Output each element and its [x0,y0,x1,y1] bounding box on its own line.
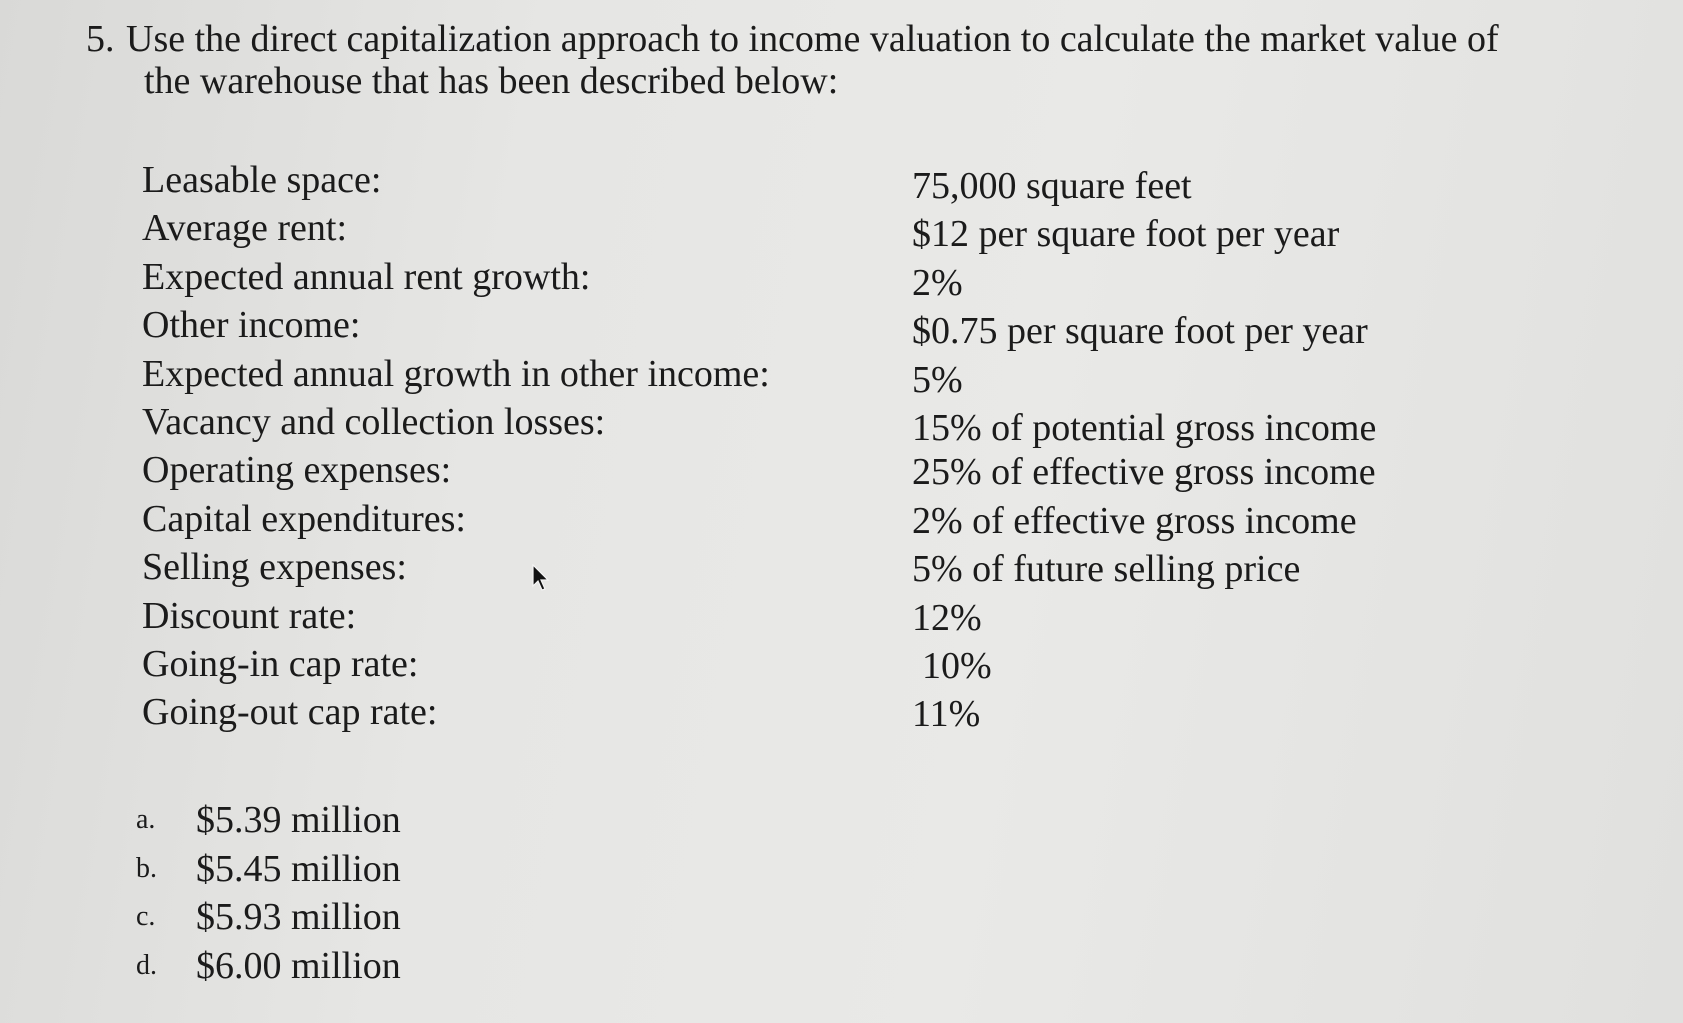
detail-row-leasable-space [0,156,1683,207]
detail-row-selling-expenses [0,543,1683,591]
detail-row-vacancy-losses [0,398,1683,449]
detail-row-going-in-cap-rate [0,640,1683,688]
option-text: $5.93 million [196,896,401,938]
detail-value: 10% [922,645,992,687]
detail-label: Going-in cap rate: [142,643,419,685]
question-line-1 [86,18,1646,60]
option-letter: b. [136,853,157,884]
option-letter: d. [136,950,157,981]
detail-label: Other income: [142,304,361,346]
detail-value: $0.75 per square foot per year [912,310,1368,352]
detail-row-rent-growth [0,253,1683,304]
detail-row-going-out-cap-rate [0,688,1683,736]
detail-row-capital-expenditures [0,495,1683,543]
detail-label: Capital expenditures: [142,498,466,540]
detail-label: Vacancy and collection losses: [142,401,606,443]
option-letter: a. [136,804,156,835]
option-text: $6.00 million [196,945,401,987]
detail-value: 75,000 square feet [912,165,1192,207]
detail-row-operating-expenses [0,446,1683,494]
option-letter: c. [136,901,156,932]
question-number: 5. [86,18,115,60]
detail-value: 5% [912,359,963,401]
question-line-2: the warehouse that has been described below: [144,60,839,102]
detail-row-other-income [0,301,1683,352]
detail-label: Operating expenses: [142,449,452,491]
detail-value: 2% [912,262,963,304]
detail-value: 12% [912,597,982,639]
detail-label: Selling expenses: [142,546,407,588]
detail-label: Leasable space: [142,159,382,201]
detail-row-other-income-growth [0,350,1683,401]
detail-label: Discount rate: [142,595,357,637]
detail-value: $12 per square foot per year [912,213,1340,255]
detail-row-discount-rate [0,592,1683,640]
detail-value: 15% of potential gross income [912,407,1377,449]
detail-value: 11% [912,693,981,735]
detail-value: 2% of effective gross income [912,500,1357,542]
option-text: $5.39 million [196,799,401,841]
detail-label: Average rent: [142,207,348,249]
detail-label: Expected annual rent growth: [142,256,591,298]
detail-row-average-rent [0,204,1683,255]
detail-value: 25% of effective gross income [912,451,1376,493]
question-line-1-text: Use the direct capitalization approach to income valuation to calculate the market value of [126,18,1499,60]
option-text: $5.45 million [196,848,401,890]
question-text [86,18,1646,102]
detail-label: Going-out cap rate: [142,691,438,733]
detail-value: 5% of future selling price [912,548,1301,590]
detail-label: Expected annual growth in other income: [142,353,770,395]
mouse-pointer-icon [532,564,550,592]
